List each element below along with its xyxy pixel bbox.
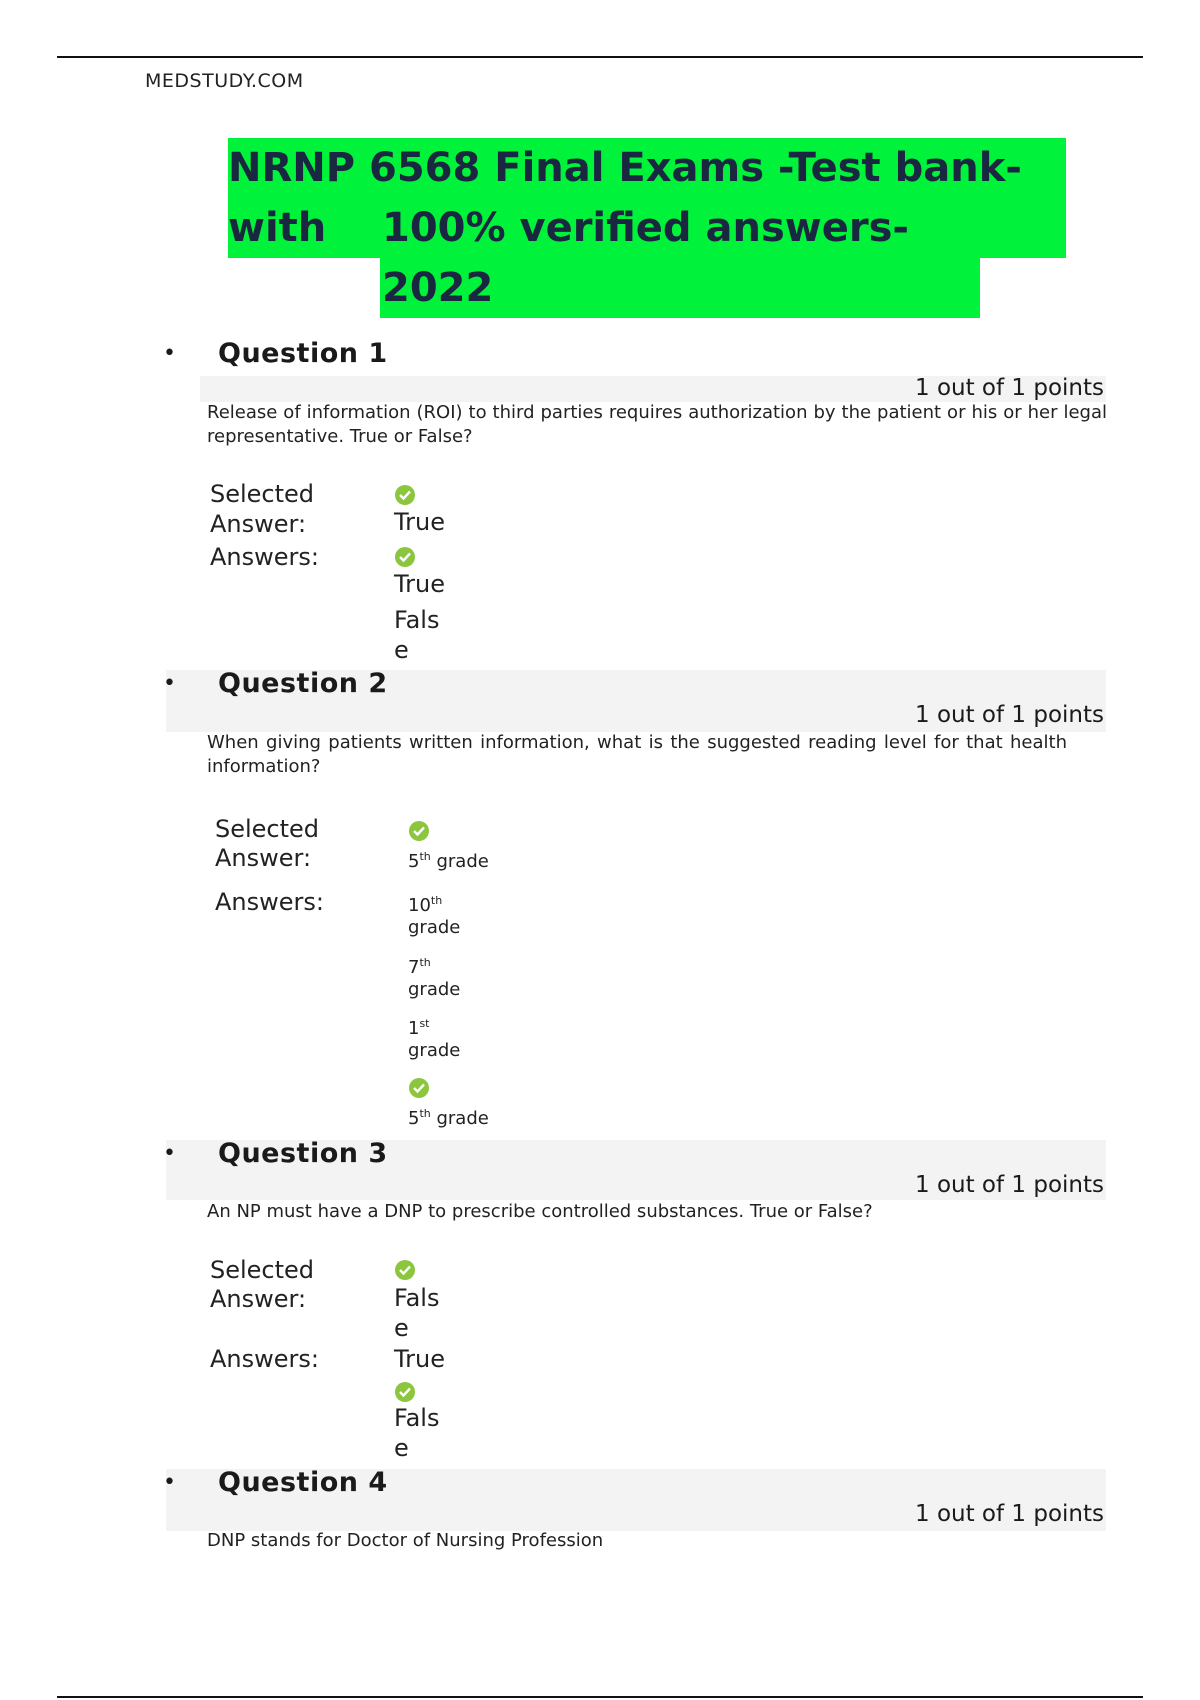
answer-option: True: [394, 1345, 445, 1373]
correct-check-icon: [409, 1078, 429, 1098]
points-label: 1 out of 1 points: [915, 375, 1104, 401]
correct-check-icon: [395, 1260, 415, 1280]
selected-answer: False: [394, 1284, 440, 1342]
answer-option: 10th grade: [408, 894, 461, 938]
bullet: •: [163, 1470, 176, 1495]
selected-label: Selected: [215, 815, 320, 843]
points-label: 1 out of 1 points: [915, 702, 1104, 728]
bullet: •: [163, 671, 176, 696]
answer-option: True: [394, 570, 445, 598]
question-text: When giving patients written information, what is the suggested reading level for that health information?: [207, 732, 1067, 777]
selected-label: Selected: [210, 1256, 315, 1284]
correct-check-icon: [395, 547, 415, 567]
answer-option: 7th grade: [408, 956, 461, 1000]
answer-label: Answer:: [210, 1285, 307, 1313]
answers-label: Answers:: [215, 888, 324, 916]
answer-option: 1st grade: [408, 1017, 461, 1061]
question-heading: Question 3: [218, 1138, 388, 1169]
site-name: MEDSTUDY.COM: [145, 70, 304, 92]
correct-check-icon: [409, 821, 429, 841]
selected-answer: True: [394, 508, 445, 536]
question-heading: Question 4: [218, 1467, 388, 1498]
question-text: An NP must have a DNP to prescribe controlled substances. True or False?: [207, 1201, 873, 1222]
points-label: 1 out of 1 points: [915, 1172, 1104, 1198]
correct-check-icon: [395, 485, 415, 505]
question-heading: Question 2: [218, 668, 388, 699]
answer-option: 5th grade: [408, 1107, 489, 1129]
answer-label: Answer:: [210, 510, 307, 538]
points-label: 1 out of 1 points: [915, 1501, 1104, 1527]
title-line-2: 100% verified answers-2022: [380, 198, 980, 318]
bottom-rule: [57, 1696, 1143, 1698]
answer-label: Answer:: [215, 844, 312, 872]
question-heading: Question 1: [218, 338, 388, 369]
top-rule: [57, 56, 1143, 58]
question-text: Release of information (ROI) to third parties requires authorization by the patient or his or her legal representative. True or False?: [207, 402, 1107, 447]
selected-label: Selected: [210, 480, 315, 508]
question-text: DNP stands for Doctor of Nursing Profession: [207, 1530, 604, 1551]
correct-check-icon: [395, 1382, 415, 1402]
answers-label: Answers:: [210, 1345, 319, 1373]
title-line-1: NRNP 6568 Final Exams -Test bank-with: [228, 138, 1066, 258]
answers-label: Answers:: [210, 543, 319, 571]
bullet: •: [163, 341, 176, 366]
answer-option: False: [394, 606, 440, 664]
answer-option: False: [394, 1404, 440, 1462]
bullet: •: [163, 1141, 176, 1166]
selected-answer: 5th grade: [408, 850, 489, 872]
